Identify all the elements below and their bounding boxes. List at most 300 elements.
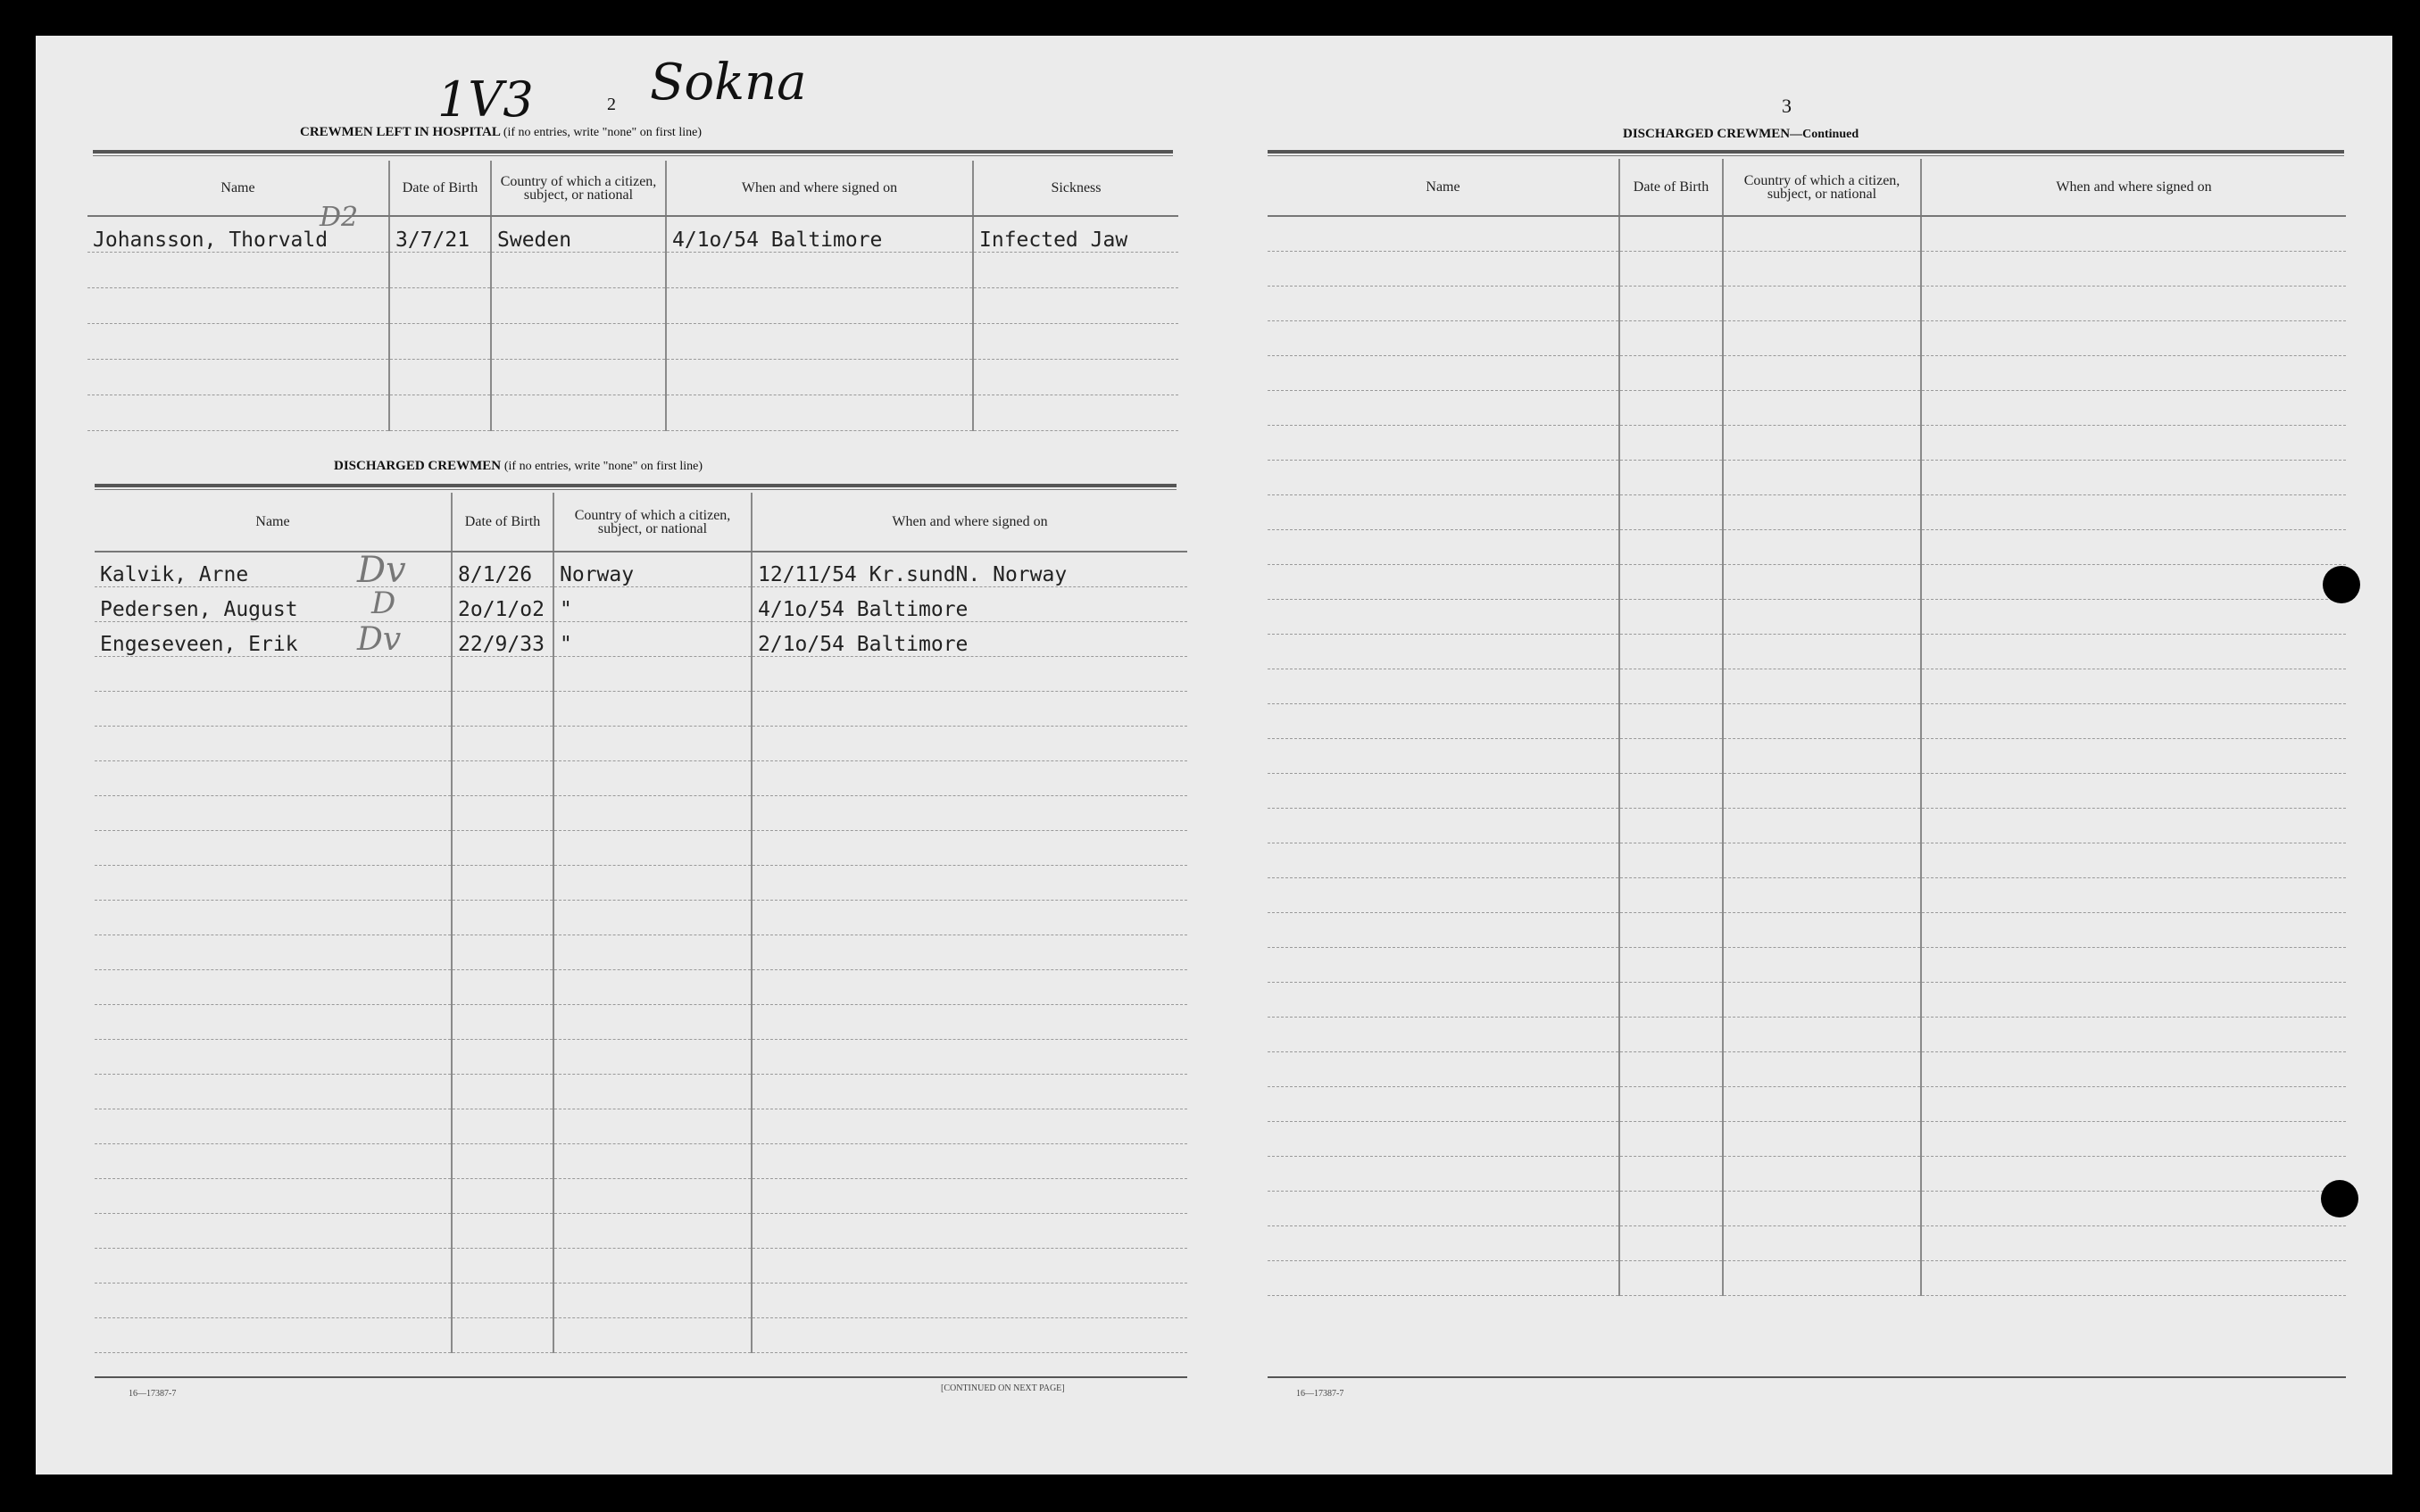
blank-cell [95,969,452,1004]
blank-cell [452,795,553,830]
blank-cell [1921,1260,2346,1295]
blank-cell [452,691,553,726]
blank-cell [1921,355,2346,390]
blank-cell [452,1213,553,1248]
blank-row [1268,773,2346,808]
discharged-section-title [334,459,703,474]
blank-cell [95,900,452,935]
blank-cell [452,726,553,760]
blank-row [95,1283,1187,1317]
blank-cell [752,830,1187,865]
blank-cell [1723,320,1921,355]
blank-cell [1921,564,2346,599]
table-cell [87,395,389,430]
blank-cell [1619,1225,1723,1260]
blank-cell [1268,390,1619,425]
blank-cell [1921,1086,2346,1121]
blank-cell [752,656,1187,691]
blank-cell [1619,982,1723,1017]
blank-cell [1268,1121,1619,1156]
blank-cell [452,1317,553,1352]
blank-cell [95,935,452,969]
table-cell: Infected Jaw [973,216,1178,252]
blank-cell [1921,286,2346,320]
continued-title: DISCHARGED CREWMEN [1623,127,1791,141]
blank-cell [1619,494,1723,529]
blank-row [1268,634,2346,669]
table-cell: Pedersen, August [95,586,452,621]
table-cell [973,287,1178,323]
discharged-title: DISCHARGED CREWMEN [334,459,502,473]
blank-cell [553,1109,752,1143]
blank-cell [553,900,752,935]
blank-cell [452,1109,553,1143]
table-cell [87,323,389,359]
punch-hole-bottom [2321,1180,2358,1217]
blank-cell [1268,494,1619,529]
blank-row [95,795,1187,830]
table-cell: Norway [553,552,752,586]
blank-cell [1723,982,1921,1017]
blank-cell [452,1178,553,1213]
blank-cell [1619,390,1723,425]
blank-cell [553,760,752,795]
blank-cell [452,935,553,969]
blank-cell [752,1039,1187,1074]
blank-row [95,1213,1187,1248]
column-header: Name [95,493,452,552]
page-number-right: 3 [1782,95,1792,117]
blank-cell [1268,320,1619,355]
blank-cell [1921,843,2346,877]
column-header: Name [1268,159,1619,216]
blank-cell [1268,1260,1619,1295]
blank-cell [1619,1051,1723,1086]
blank-cell [452,1283,553,1317]
blank-cell [1619,1121,1723,1156]
blank-row [1268,1156,2346,1191]
blank-cell [1723,599,1921,634]
blank-row [1268,1191,2346,1225]
blank-cell [452,1039,553,1074]
blank-cell [752,1213,1187,1248]
blank-row [95,935,1187,969]
blank-cell [553,691,752,726]
blank-cell [1619,564,1723,599]
blank-row [1268,843,2346,877]
blank-cell [752,691,1187,726]
blank-row [95,1143,1187,1178]
blank-cell [553,726,752,760]
table-row [87,323,1178,359]
column-header: Date of Birth [389,161,491,216]
blank-cell [1921,1017,2346,1051]
column-header: Country of which a citizen, subject, or national [553,493,752,552]
blank-cell [1921,1191,2346,1225]
table-cell: Johansson, Thorvald [87,216,389,252]
blank-cell [1619,1086,1723,1121]
table-cell: 2o/1/o2 [452,586,553,621]
blank-row [1268,494,2346,529]
blank-cell [1619,529,1723,564]
discharged-note: (if no entries, write "none" on first line) [503,460,703,473]
column-header: When and where signed on [1921,159,2346,216]
table-cell [973,252,1178,287]
blank-cell [1619,773,1723,808]
table-cell: 12/11/54 Kr.sundN. Norway [752,552,1187,586]
blank-row [1268,286,2346,320]
blank-row [1268,669,2346,703]
blank-cell [1619,703,1723,738]
blank-cell [1619,460,1723,494]
blank-cell [553,1283,752,1317]
blank-cell [553,1213,752,1248]
blank-cell [1723,564,1921,599]
blank-cell [1921,425,2346,460]
blank-cell [1723,1086,1921,1121]
blank-cell [1921,599,2346,634]
blank-cell [1723,286,1921,320]
blank-cell [1619,355,1723,390]
document-page [36,36,2392,1475]
blank-cell [553,1178,752,1213]
blank-cell [752,935,1187,969]
blank-cell [1268,529,1619,564]
blank-row [95,969,1187,1004]
blank-cell [95,1004,452,1039]
blank-cell [752,969,1187,1004]
blank-cell [1723,1017,1921,1051]
table-cell [389,252,491,287]
column-header: Country of which a citizen, subject, or national [491,161,666,216]
table-cell [389,287,491,323]
blank-cell [1921,1121,2346,1156]
blank-row [1268,1121,2346,1156]
blank-cell [1921,494,2346,529]
blank-cell [1921,634,2346,669]
table-row [87,287,1178,323]
table-cell [87,359,389,395]
blank-row [1268,947,2346,982]
blank-row [1268,216,2346,251]
blank-cell [1723,460,1921,494]
blank-cell [1268,1156,1619,1191]
blank-cell [1619,1260,1723,1295]
column-header: Name [87,161,389,216]
blank-cell [1921,320,2346,355]
blank-cell [95,1039,452,1074]
blank-row [1268,355,2346,390]
table-cell: " [553,621,752,656]
hospital-section-title [300,125,702,140]
blank-cell [95,691,452,726]
dv-mark-3: Dv [357,621,402,658]
blank-cell [1268,425,1619,460]
blank-row [95,1074,1187,1109]
table-row [95,621,1187,656]
blank-cell [1723,1225,1921,1260]
blank-cell [1723,703,1921,738]
column-header: Sickness [973,161,1178,216]
blank-cell [752,1074,1187,1109]
blank-cell [1723,843,1921,877]
table-cell [491,359,666,395]
table-cell [666,395,973,430]
continued-section-title [1623,127,1859,142]
blank-cell [1268,355,1619,390]
blank-cell [1921,877,2346,912]
table-cell [87,252,389,287]
blank-cell [752,900,1187,935]
blank-cell [1619,843,1723,877]
blank-cell [1619,1017,1723,1051]
blank-cell [95,1317,452,1352]
table-cell: 8/1/26 [452,552,553,586]
blank-row [1268,877,2346,912]
table-cell: Engeseveen, Erik [95,621,452,656]
column-header: When and where signed on [752,493,1187,552]
table-cell [389,359,491,395]
blank-row [1268,460,2346,494]
blank-cell [1268,877,1619,912]
table-cell [491,287,666,323]
blank-cell [1921,529,2346,564]
blank-cell [1268,703,1619,738]
blank-cell [95,726,452,760]
blank-cell [95,865,452,900]
table-cell: " [553,586,752,621]
blank-cell [1619,1191,1723,1225]
blank-cell [95,830,452,865]
continued-next-page: [CONTINUED ON NEXT PAGE] [941,1383,1065,1393]
blank-cell [1921,251,2346,286]
blank-cell [553,1074,752,1109]
table-cell [666,359,973,395]
blank-cell [95,1283,452,1317]
dv-mark-hospital: D2 [320,202,359,233]
blank-cell [1619,599,1723,634]
blank-cell [1723,216,1921,251]
blank-row [1268,1051,2346,1086]
table-cell [666,252,973,287]
blank-cell [1723,251,1921,286]
blank-cell [752,726,1187,760]
blank-row [95,1039,1187,1074]
blank-cell [1921,669,2346,703]
blank-row [95,1109,1187,1143]
blank-cell [452,865,553,900]
blank-cell [1921,216,2346,251]
blank-cell [95,1074,452,1109]
blank-cell [1921,1225,2346,1260]
blank-cell [95,1143,452,1178]
blank-cell [752,1317,1187,1352]
blank-row [1268,1017,2346,1051]
blank-cell [1921,1051,2346,1086]
blank-row [1268,425,2346,460]
left-bottom-rule [95,1376,1187,1378]
blank-cell [752,1109,1187,1143]
blank-cell [452,969,553,1004]
column-header: Date of Birth [1619,159,1723,216]
blank-cell [1921,808,2346,843]
blank-cell [452,830,553,865]
blank-cell [553,795,752,830]
continued-suffix: —Continued [1790,128,1859,141]
blank-cell [1921,460,2346,494]
blank-cell [553,656,752,691]
blank-cell [452,1248,553,1283]
column-header: When and where signed on [666,161,973,216]
table-cell [491,323,666,359]
table-cell: Sweden [491,216,666,252]
blank-row [1268,599,2346,634]
blank-cell [452,900,553,935]
blank-cell [1723,808,1921,843]
blank-cell [1723,529,1921,564]
blank-row [1268,564,2346,599]
blank-cell [452,1004,553,1039]
blank-row [95,1248,1187,1283]
blank-row [1268,703,2346,738]
page-number-left: 2 [607,95,616,114]
blank-row [95,865,1187,900]
blank-row [1268,1225,2346,1260]
blank-cell [553,1248,752,1283]
blank-cell [1619,286,1723,320]
blank-row [1268,912,2346,947]
blank-cell [553,830,752,865]
table-cell [389,323,491,359]
blank-cell [95,656,452,691]
blank-cell [1921,912,2346,947]
form-number-left: 16—17387-7 [129,1389,177,1399]
blank-cell [1723,877,1921,912]
blank-cell [452,1074,553,1109]
blank-cell [1723,912,1921,947]
table-cell [491,395,666,430]
blank-cell [95,1248,452,1283]
continued-top-rule [1268,150,2344,154]
discharged-table [95,493,1187,1353]
blank-cell [752,1248,1187,1283]
blank-cell [553,1317,752,1352]
blank-cell [1921,390,2346,425]
blank-cell [95,760,452,795]
blank-row [95,1317,1187,1352]
blank-cell [1921,703,2346,738]
blank-cell [1723,425,1921,460]
continued-table [1268,159,2346,1296]
blank-row [95,760,1187,795]
blank-cell [553,935,752,969]
blank-cell [752,1143,1187,1178]
table-row [87,252,1178,287]
blank-cell [1723,1051,1921,1086]
hospital-title: CREWMEN LEFT IN HOSPITAL [300,125,501,139]
blank-row [1268,320,2346,355]
blank-cell [95,795,452,830]
table-row [87,395,1178,430]
blank-cell [1619,425,1723,460]
blank-row [1268,982,2346,1017]
blank-cell [752,1283,1187,1317]
blank-row [1268,390,2346,425]
blank-cell [1619,1156,1723,1191]
form-number-right: 16—17387-7 [1296,1389,1344,1399]
continued-top-rule-thin [1268,155,2344,156]
blank-cell [1723,738,1921,773]
blank-cell [752,760,1187,795]
blank-cell [1268,738,1619,773]
blank-cell [1619,669,1723,703]
table-row [87,216,1178,252]
blank-cell [1723,669,1921,703]
right-bottom-rule [1268,1376,2346,1378]
table-cell: 22/9/33 [452,621,553,656]
table-cell [87,287,389,323]
table-cell: 3/7/21 [389,216,491,252]
blank-cell [1723,634,1921,669]
table-cell: 4/1o/54 Baltimore [752,586,1187,621]
table-cell [491,252,666,287]
blank-row [95,656,1187,691]
blank-cell [1723,1191,1921,1225]
blank-cell [553,969,752,1004]
blank-cell [1921,982,2346,1017]
blank-cell [1619,947,1723,982]
table-row [95,552,1187,586]
blank-cell [1723,773,1921,808]
blank-cell [1268,599,1619,634]
handwritten-reference: 1V3 [437,71,534,128]
blank-row [95,691,1187,726]
blank-row [95,900,1187,935]
blank-row [1268,529,2346,564]
blank-cell [1268,251,1619,286]
blank-cell [1268,1086,1619,1121]
blank-cell [752,795,1187,830]
blank-cell [95,1213,452,1248]
table-row [95,586,1187,621]
blank-cell [553,1143,752,1178]
blank-cell [752,1004,1187,1039]
blank-cell [1268,808,1619,843]
blank-cell [1723,355,1921,390]
blank-cell [1268,286,1619,320]
blank-cell [452,656,553,691]
table-cell: Kalvik, Arne [95,552,452,586]
blank-cell [1268,947,1619,982]
blank-cell [1268,912,1619,947]
blank-cell [1723,390,1921,425]
blank-cell [1723,1121,1921,1156]
dv-mark-2: D [371,586,396,621]
blank-cell [95,1178,452,1213]
blank-cell [1619,634,1723,669]
blank-cell [553,1039,752,1074]
table-cell: 2/1o/54 Baltimore [752,621,1187,656]
blank-cell [1268,843,1619,877]
blank-row [95,1178,1187,1213]
table-cell [666,323,973,359]
blank-cell [452,760,553,795]
table-cell [973,395,1178,430]
blank-row [1268,738,2346,773]
blank-cell [1723,947,1921,982]
discharged-top-rule-thin [95,489,1177,490]
blank-cell [1619,877,1723,912]
